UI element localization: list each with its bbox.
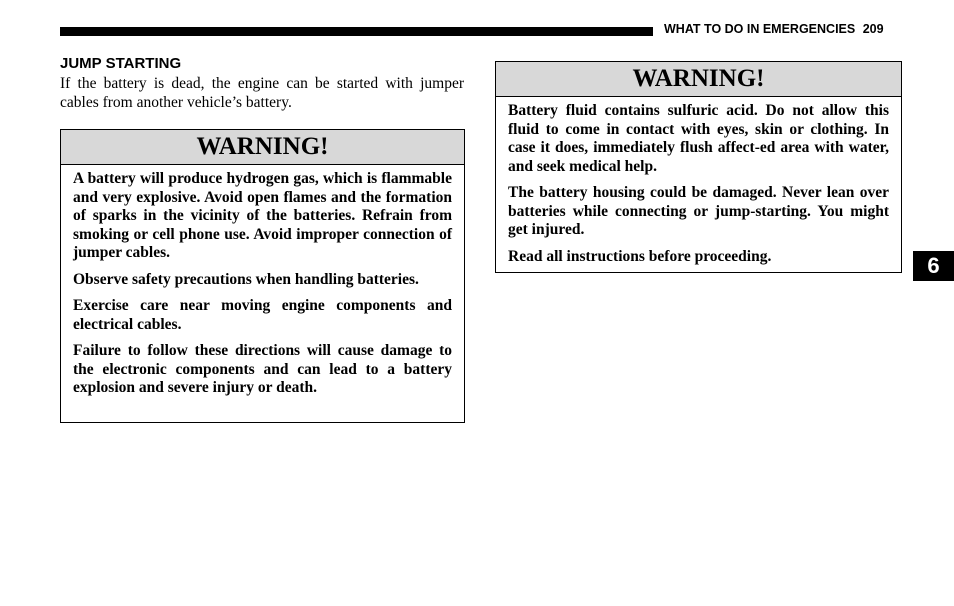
warning-paragraph: Observe safety precautions when handling batteries.	[73, 270, 419, 288]
warning-body	[61, 165, 464, 398]
page-number: 209	[862, 22, 884, 36]
warning-box-right	[495, 61, 902, 273]
header-section-title: WHAT TO DO IN EMERGENCIES	[664, 22, 856, 36]
intro-paragraph: If the battery is dead, the engine can be started with jumper cables from another vehicle’s battery.	[60, 75, 464, 111]
warning-paragraph: Failure to follow these directions will cause damage to the electronic components and can lead to a battery explosion and severe injury or death.	[73, 342, 452, 396]
warning-heading: WARNING!	[496, 62, 901, 97]
warning-paragraph: Battery fluid contains sulfuric acid. Do not allow this fluid to come in contact with eyes, skin or clothing. In case it does, immediately flush affect-ed area with water, and seek medical help.	[508, 102, 889, 175]
warning-box-left	[60, 129, 465, 423]
warning-paragraph: A battery will produce hydrogen gas, which is flammable and very explosive. Avoid open flames and the formation of sparks in the vicinity of the batteries. Refrain from smoking or cell phone use. Avoid improper connection of jumper cables.	[73, 170, 452, 261]
warning-heading: WARNING!	[61, 130, 464, 165]
header-rule	[60, 27, 653, 36]
chapter-tab: 6	[913, 251, 954, 281]
warning-paragraph: Read all instructions before proceeding.	[508, 247, 772, 265]
warning-body	[496, 97, 901, 266]
warning-paragraph: The battery housing could be damaged. Never lean over batteries while connecting or jump-starting. You might get injured.	[508, 184, 889, 238]
warning-paragraph: Exercise care near moving engine components and electrical cables.	[73, 297, 452, 333]
running-header	[664, 22, 884, 36]
section-title: JUMP STARTING	[60, 55, 182, 72]
